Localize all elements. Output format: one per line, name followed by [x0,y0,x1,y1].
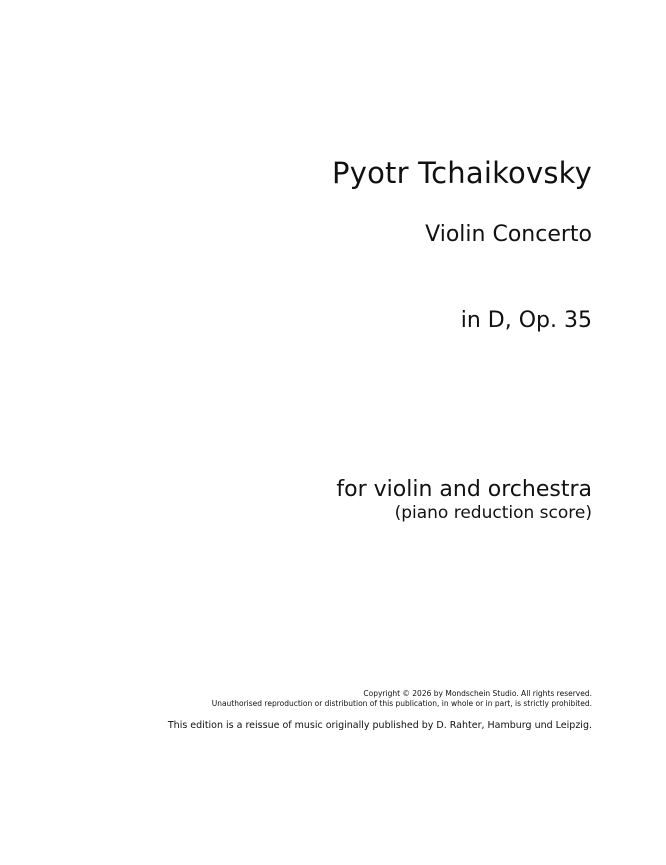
copyright-notice: Copyright © 2026 by Mondschein Studio. All rights reserved. [363,689,592,698]
instrumentation: for violin and orchestra [336,477,592,502]
work-title: Violin Concerto [425,222,592,247]
edition-type: (piano reduction score) [394,503,592,523]
key-and-opus: in D, Op. 35 [460,308,592,333]
reissue-notice: This edition is a reissue of music originally published by D. Rahter, Hamburg und Leipzig. [167,720,592,731]
composer-name: Pyotr Tchaikovsky [332,156,592,190]
rights-notice: Unauthorised reproduction or distribution of this publication, in whole or in part, is strictly prohibited. [211,699,592,708]
